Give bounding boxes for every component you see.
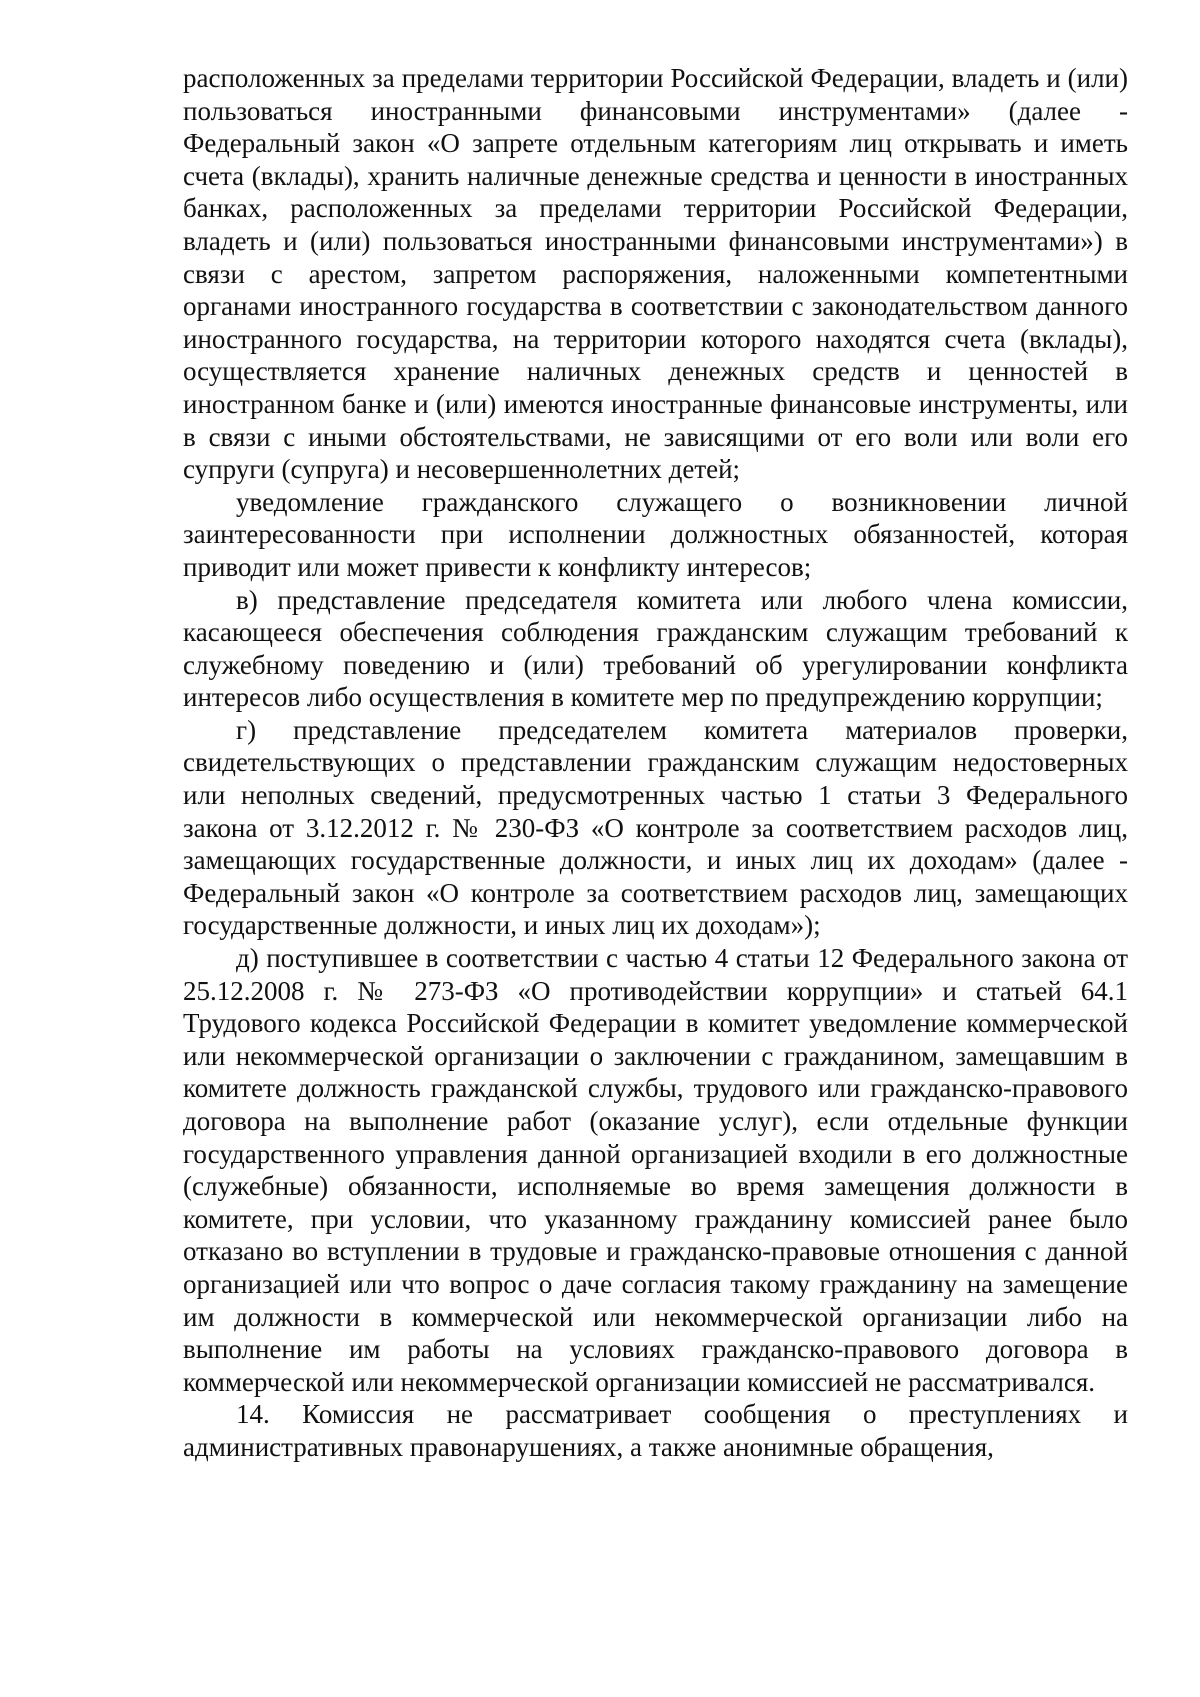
- paragraph-item-g: г) представление председателем комитета материалов проверки, свидетельствующих о представлении гражданским служащим недостоверных или неполных сведений, предусмотренных частью 1 статьи 3 Федерального закона от 3.12.2012 г. № 230-ФЗ «О контроле за соответствием расходов лиц, замещающих государственные должности, и иных лиц их доходам» (далее - Федеральный закон «О контроле за соответствием расходов лиц, замещающих государственные должности, и иных лиц их доходам»);: [183, 714, 1128, 941]
- document-page: [183, 62, 1128, 1464]
- paragraph-item-v: в) представление председателя комитета или любого члена комиссии, касающееся обеспечения соблюдения гражданским служащим требований к служебному поведению и (или) требований об урегулировании конфликта интересов либо осуществления в комитете мер по предупреждению коррупции;: [183, 584, 1128, 713]
- paragraph-personal-interest-notice: уведомление гражданского служащего о возникновении личной заинтересованности при исполнении должностных обязанностей, которая приводит или может привести к конфликту интересов;: [183, 486, 1128, 582]
- paragraph-item-d: д) поступившее в соответствии с частью 4 статьи 12 Федерального закона от 25.12.2008 г. № 273-ФЗ «О противодействии коррупции» и статьей 64.1 Трудового кодекса Российской Федерации в комитет уведомление коммерческой или некоммерческой организации о заключении с гражданином, замещавшим в комитете должность гражданской службы, трудового или гражданско-правового договора на выполнение работ (оказание услуг), если отдельные функции государственного управления данной организацией входили в его должностные (служебные) обязанности, исполняемые во время замещения должности в комитете, при условии, что указанному гражданину комиссией ранее было отказано во вступлении в трудовые и гражданско-правовые отношения с данной организацией или что вопрос о даче согласия такому гражданину на замещение им должности в коммерческой или некоммерческой организации либо на выполнение им работы на условиях гражданско-правового договора в коммерческой или некоммерческой организации комиссией не рассматривался.: [183, 943, 1128, 1397]
- paragraph-section-14: 14. Комиссия не рассматривает сообщения о преступлениях и административных правонарушениях, а также анонимные обращения,: [183, 1399, 1128, 1462]
- paragraph-foreign-accounts-continuation: расположенных за пределами территории Российской Федерации, владеть и (или) пользоваться иностранными финансовыми инструментами» (далее - Федеральный закон «О запрете отдельным категориям лиц открывать и иметь счета (вклады), хранить наличные денежные средства и ценности в иностранных банках, расположенных за пределами территории Российской Федерации, владеть и (или) пользоваться иностранными финансовыми инструментами») в связи с арестом, запретом распоряжения, наложенными компетентными органами иностранного государства в соответствии с законодательством данного иностранного государства, на территории которого находятся счета (вклады), осуществляется хранение наличных денежных средств и ценностей в иностранном банке и (или) имеются иностранные финансовые инструменты, или в связи с иными обстоятельствами, не зависящими от его воли или воли его супруги (супруга) и несовершеннолетних детей;: [183, 63, 1128, 485]
